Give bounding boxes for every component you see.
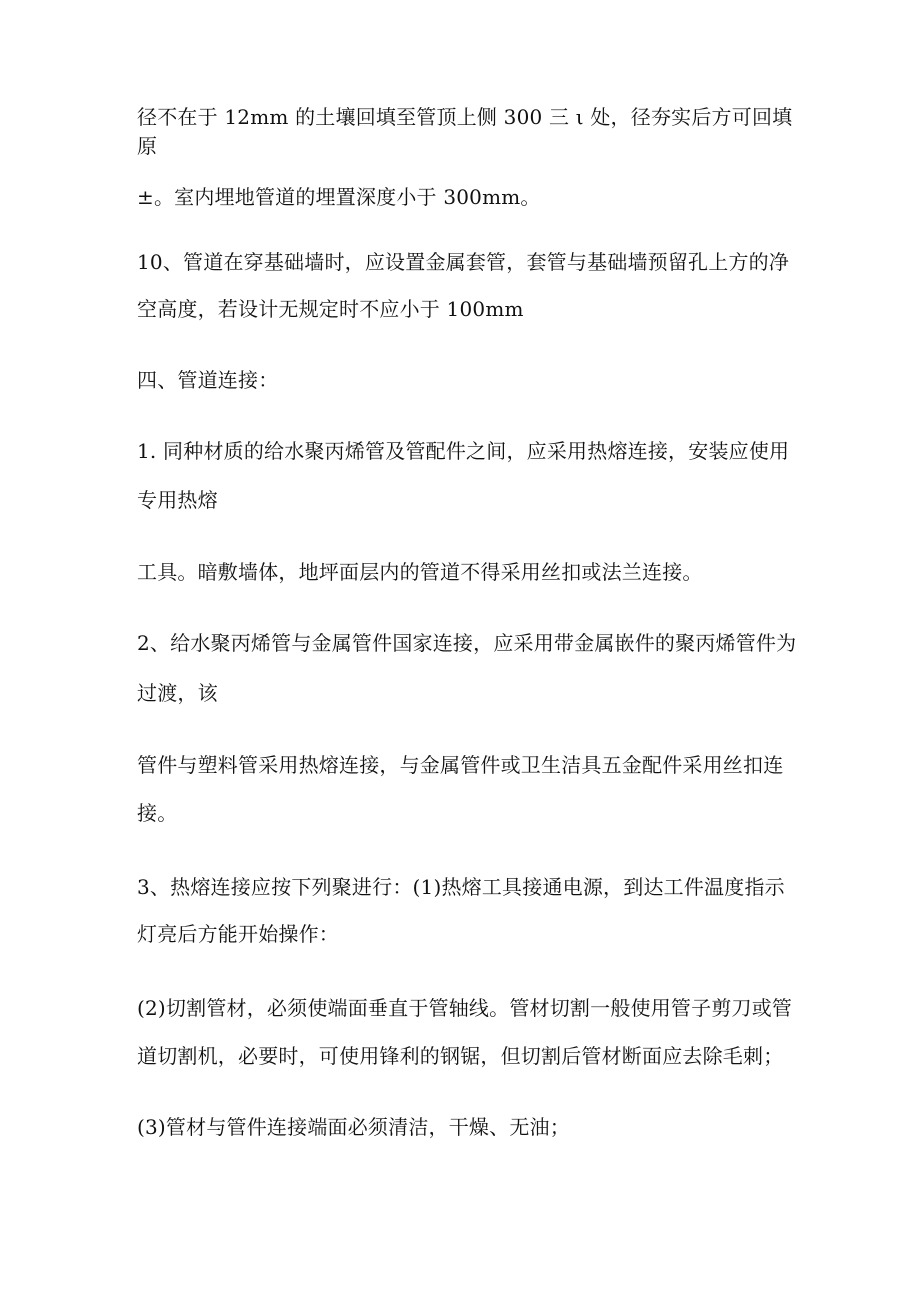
- text-line: (2)切割管材，必须使端面垂直于管轴线。管材切割一般使用管子剪刀或管: [137, 996, 793, 1020]
- section-heading: 四、管道连接：: [137, 368, 279, 392]
- text-line: ±。室内埋地管道的埋置深度小于 300mm。: [137, 185, 541, 209]
- text-line: 空高度，若设计无规定时不应小于 100mm: [137, 297, 524, 321]
- text-line: 灯亮后方能开始操作：: [137, 922, 339, 946]
- text-line: 工具。暗敷墙体，地坪面层内的管道不得采用丝扣或法兰连接。: [137, 560, 703, 584]
- text-line: (3)管材与管件连接端面必须清洁，干燥、无油；: [137, 1115, 570, 1139]
- text-line: 3、热熔连接应按下列聚进行：(1)热熔工具接通电源，到达工件温度指示: [137, 875, 785, 899]
- text-line: 过渡，该: [137, 681, 218, 705]
- text-line: 道切割机，必要时，可使用锋利的钢锯，但切割后管材断面应去除毛刺；: [137, 1044, 784, 1068]
- text-line: 径不在于 12mm 的土壤回填至管顶上侧 300 三 ι 处，径夯实后方可回填: [137, 105, 793, 129]
- text-line: 接。: [137, 801, 178, 825]
- text-line: 1. 同种材质的给水聚丙烯管及管配件之间，应采用热熔连接，安装应使用: [137, 439, 790, 463]
- text-line: 专用热熔: [137, 488, 218, 512]
- text-line: 原: [137, 134, 158, 158]
- text-line: 10、管道在穿基础墙时，应设置金属套管，套管与基础墙预留孔上方的净: [137, 250, 790, 274]
- text-line: 2、给水聚丙烯管与金属管件国家连接，应采用带金属嵌件的聚丙烯管件为: [137, 631, 797, 655]
- text-line: 管件与塑料管采用热熔连接，与金属管件或卫生洁具五金配件采用丝扣连: [137, 753, 784, 777]
